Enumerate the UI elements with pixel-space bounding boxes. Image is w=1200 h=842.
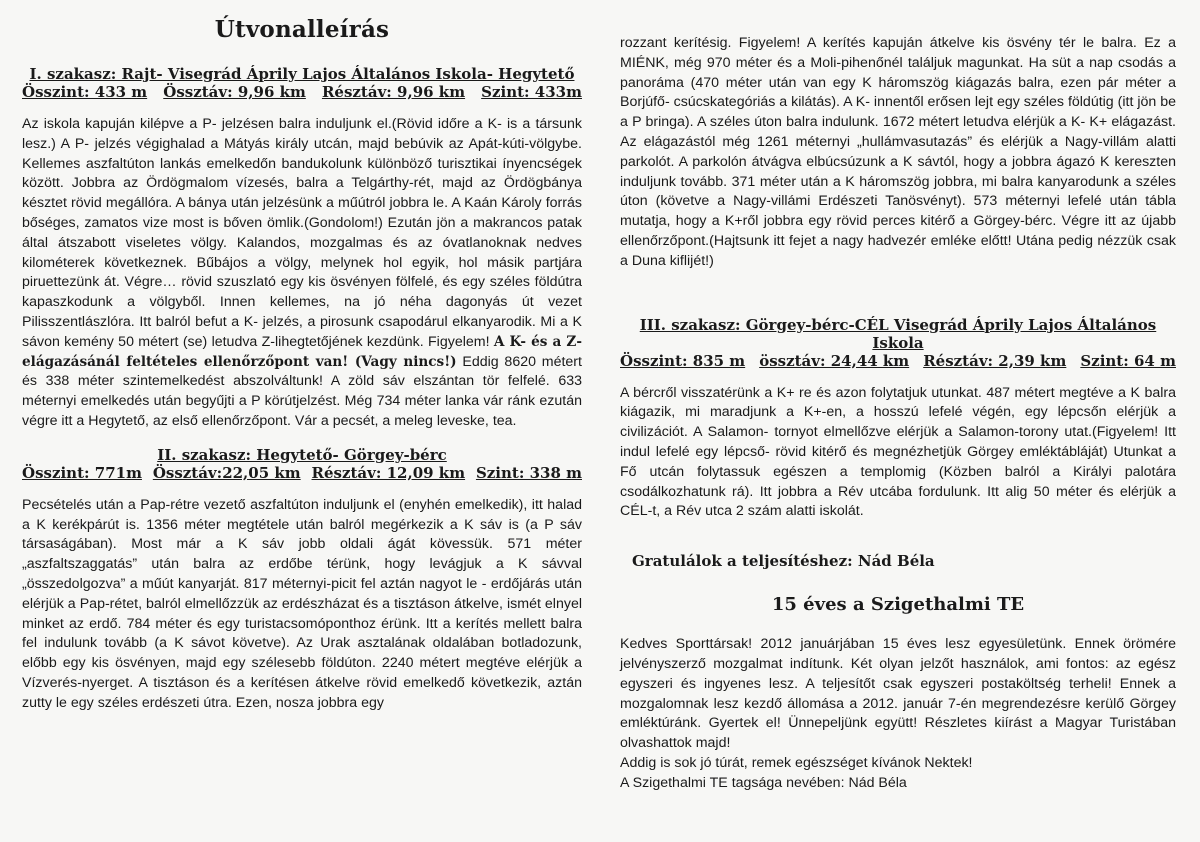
section-2-stats <box>22 464 582 482</box>
stat-total-elevation: Összint: 771m <box>22 463 142 482</box>
congratulations-line: Gratulálok a teljesítéshez: Nád Béla <box>632 552 935 571</box>
section-2-text: Pecsételés után a Pap-rétre vezető aszfaltúton induljunk el (enyhén emelkedik), itt halad a K kerékpárút is. 1356 méter megtétele után balról megérkezik a K sáv is (a P sáv társaságában). Most már a K sáv jobb oldali ágát kövessük. 571 méter „aszfaltszaggatás” után balra az erdőbe térünk, hogy levágjuk a K sávval „összedolgozva” a műút kanyarját. 817 méternyi-picit fel aztán nagyot le - erdőjárás után elérjük a Pap-rétet, balról elmellőzzük az erdészházat és a tisztáson átkelve, ismét elnyel minket az erdő. 784 méter és egy turistacsomóponthoz érünk. Itt a kerítés mellett balra fel indulunk tovább (a K sávot követve). Az Urak asztalának oldalában botladozunk, előbb egy kis ösvényen, majd egy szélesebb földúton. 2240 métert megtéve elérjük a Vízverés-nyerget. A tisztáson és a kerítésen átkelve rövid emelkedő következik, aztán zutty le egy széles erdészeti útra. Ezen, nosza jobbra egy <box>22 496 582 711</box>
stat-total-elevation: Összint: 835 m <box>620 351 746 370</box>
club-text-signature: A Szigethalmi TE tagsága nevében: Nád Béla <box>620 774 907 791</box>
stat-total-distance: Össztáv: 9,96 km <box>163 83 306 101</box>
stat-total-distance: Össztáv:22,05 km <box>152 463 301 482</box>
section-3-stats <box>620 352 1176 370</box>
club-anniversary-title: 15 éves a Szigethalmi TE <box>771 594 1025 616</box>
section-2-title: II. szakasz: Hegytető- Görgey-bérc <box>157 445 447 464</box>
section-1-stats <box>22 83 582 101</box>
section-1-text-bold: A K- és a Z- elágazásánál feltételes ellenőrzőpont van! (Vagy nincs!) <box>22 333 582 370</box>
section-3 <box>620 316 1176 523</box>
stat-leg-elevation: Szint: 64 m <box>1080 351 1176 370</box>
section-3-title: III. szakasz: Görgey-bérc-CÉL Visegrád Áprily Lajos Általános Iskola <box>639 315 1157 352</box>
stat-leg-elevation: Szint: 433m <box>481 83 582 101</box>
stat-leg-distance: Résztáv: 2,39 km <box>923 351 1067 370</box>
stat-leg-elevation: Szint: 338 m <box>475 463 582 482</box>
stat-total-distance: össztáv: 24,44 km <box>759 351 910 370</box>
club-text-main: Kedves Sporttársak! 2012 januárjában 15 éves lesz egyesületünk. Ennek örömére jelvényszerző mozgalmat indítunk. Két olyan jelzőt használok, ami fontos: az egész egyszeri és ingyenes lesz. A teljesítőt csak egyszeri postaköltség terheli! Ennek a mozgalomnak lesz kezdő állomása a 2012. január 7-én megrendezésre kerülő Görgey emléktúránk. Gyertek el! Ünnepeljünk együtt! Részletes kiírást a Magyar Turistában olvashattok majd! <box>620 636 1176 752</box>
section-1-text-b: Eddig 8620 métert és 338 méter szintemelkedést abszolváltunk! A zöld sáv elszántan tör felfelé. 633 méternyi emelkedés után begyűjti a P körútjelzést. Még 734 méter lanka vár ránk ezután végre itt a Hegytető, az első ellenőrzőpont. Vár a pecsét, a meleg leveske, tea. <box>22 353 582 429</box>
section-1-text-a: Az iskola kapuján kilépve a P- jelzésen balra induljunk el.(Rövid időre a K- is a társunk lesz.) A P- jelzés végighalad a Mátyás király utcán, majd bebúvik az Apát-kúti-völgybe. Kellemes aszfaltúton lankás emelkedőn bandukolunk különböző turisztikai ínyencségek között. Jobbra az Ördögmalom vízesés, balra a Telgárthy-rét, majd az Ördögbánya késztet rövid megállóra. A bánya után jelzésünk a műútról jobbra le. A Kaán Károly forrás bőséges, zamatos vize most is bőven ömlik.(Gondolom!) Ezután jön a makrancos patak által átszabott viseletes völgy. Kalandos, mozgalmas és az óvatlanoknak nedves kilométerek következnek. Bűbájos a völgy, melynek hol egyik, hol másik partjára piruettezünk át. Végre… rövid szuszlató egy kis ösvényen fölfelé, és egy széles földútra kapaszkodunk a völgyből. Innen kellemes, na jó néha dagonyás út vezet Pilisszentlászlóra. Itt balról befut a K- jelzés, a pirosunk csapodárul elkanyarodik. Mi a K sávon kemény 50 métert (se) letudva Z-lihegtetőjének kezdünk. Figyelem! <box>22 116 582 350</box>
right-column <box>620 0 1176 794</box>
page-title: Útvonalleírás <box>214 16 390 43</box>
stat-total-elevation: Összint: 433 m <box>22 83 148 101</box>
section-2 <box>22 446 582 714</box>
club-anniversary-text <box>620 635 1176 793</box>
section-1-title: I. szakasz: Rajt- Visegrád Áprily Lajos Általános Iskola- Hegytető <box>29 65 575 83</box>
stat-leg-distance: Résztáv: 12,09 km <box>311 463 466 482</box>
left-column <box>22 0 582 714</box>
section-1 <box>22 65 582 432</box>
section-2-continued-text: rozzant kerítésig. Figyelem! A kerítés kapuján átkelve kis ösvény tér le balra. Ez a MIÉNK, még 970 méter és a Moli-pihenőnél találjuk magunkat. Ha süt a nap csodás a panoráma (470 méter után van egy K háromszög kiágazás balra, ezen pár méter a Borjúfő- csúcskategóriás a kilátás). A K- innentől erősen lejt egy széles földútig (itt jön be a P bringa). A széles úton balra indulunk. 1672 métert letudva elérjük a K- K+ elágazást. Az elágazástól még 1261 méternyi „hullámvasutazás” és elérjük a Nagy-villám alatti parkolót. A parkolón átvágva elbúcsúzunk a K sávtól, hogy a jobbra ágazó K kereszten induljunk tovább. 371 méter után a K háromszög jobbra, mi balra kanyarodunk a széles úton (követve a Nagy-villámi Erdészeti Tanösvényt). 573 méternyi lefelé után tábla mutatja, hogy a K+ről jobbra egy rövid perces kitérő a Görgey-bérc. Végre itt az újabb ellenőrzőpont.(Hajtsunk itt fejet a nagy hadvezér emléke előtt! Utána pedig nézzük csak a Duna kiflijét!) <box>620 35 1176 269</box>
section-1-text <box>22 115 582 432</box>
section-3-text: A bércről visszatérünk a K+ re és azon folytatjuk utunkat. 487 métert megtéve a K balra kiágazik, mi maradjunk a K+-en, a hosszú lefelé végén, egy lépcsőn elérjük a civilizációt. A Salamon- tornyot elmellőzve elérjük a Salamon-torony utat.(Figyelem! Itt indul lefelé egy lépcső- rövid kitérő és megnézhetjük Görgey emléktábláját) Utunkat a Fő utcán folytassuk egészen a templomig (Közben balról a Királyi palotára csodálkozhatunk rá). Itt jobbra a Rév utcába fordulunk. Itt alig 50 méter és elérjük a CÉL-t, a Rév utca 2 szám alatti iskolát. <box>620 384 1176 520</box>
stat-leg-distance: Résztáv: 9,96 km <box>321 83 466 101</box>
club-text-wishes: Addig is sok jó túrát, remek egészséget kívánok Nektek! <box>620 754 973 771</box>
